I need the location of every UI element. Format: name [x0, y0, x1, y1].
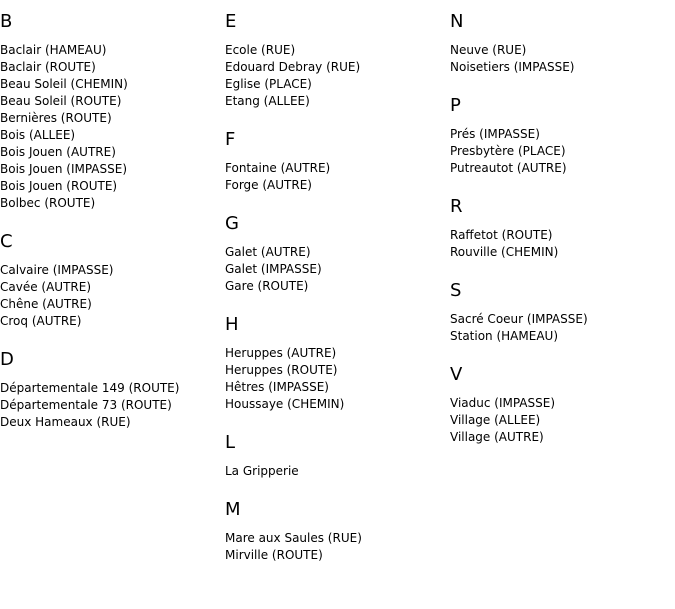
letter-heading: M	[225, 499, 241, 520]
section-spacer	[225, 480, 445, 500]
section-spacer	[450, 76, 670, 96]
letter-section	[225, 214, 445, 315]
letter-section	[225, 500, 445, 564]
letter-heading: F	[225, 129, 236, 150]
letter-heading: G	[225, 213, 239, 234]
letter-section	[450, 365, 670, 446]
street-link[interactable]: Bois Jouen (ROUTE)	[0, 179, 118, 193]
street-link[interactable]: Village (ALLEE)	[450, 413, 541, 427]
street-link[interactable]: Rouville (CHEMIN)	[450, 245, 559, 259]
street-link[interactable]: Eglise (PLACE)	[225, 77, 312, 91]
letter-heading: S	[450, 280, 462, 301]
letter-section	[225, 130, 445, 214]
street-link[interactable]: Cavée (AUTRE)	[0, 280, 92, 294]
street-link[interactable]: Neuve (RUE)	[450, 43, 527, 57]
street-link[interactable]: La Gripperie	[225, 464, 299, 478]
letter-section	[225, 315, 445, 433]
index-column	[450, 12, 670, 446]
letter-heading: H	[225, 314, 239, 335]
section-spacer	[450, 177, 670, 197]
letter-heading: D	[0, 349, 14, 370]
street-link[interactable]: Sacré Coeur (IMPASSE)	[450, 312, 588, 326]
letter-section	[225, 12, 445, 130]
street-link[interactable]: Viaduc (IMPASSE)	[450, 396, 556, 410]
section-spacer	[450, 345, 670, 365]
street-link[interactable]: Fontaine (AUTRE)	[225, 161, 331, 175]
section-spacer	[225, 194, 445, 214]
street-link[interactable]: Galet (AUTRE)	[225, 245, 311, 259]
section-spacer	[0, 330, 220, 350]
letter-heading: E	[225, 11, 237, 32]
street-link[interactable]: Bois Jouen (AUTRE)	[0, 145, 116, 159]
street-link[interactable]: Beau Soleil (ROUTE)	[0, 94, 122, 108]
street-link[interactable]: Croq (AUTRE)	[0, 314, 82, 328]
street-link[interactable]: Galet (IMPASSE)	[225, 262, 322, 276]
index-column	[225, 12, 445, 564]
street-link[interactable]: Chêne (AUTRE)	[0, 297, 92, 311]
street-link[interactable]: Etang (ALLEE)	[225, 94, 310, 108]
street-link[interactable]: Deux Hameaux (RUE)	[0, 415, 131, 429]
street-link[interactable]: Gare (ROUTE)	[225, 279, 309, 293]
street-link[interactable]: Station (HAMEAU)	[450, 329, 558, 343]
index-column	[0, 12, 220, 431]
street-link[interactable]: Heruppes (AUTRE)	[225, 346, 337, 360]
street-link[interactable]: Mare aux Saules (RUE)	[225, 531, 362, 545]
street-link[interactable]: Presbytère (PLACE)	[450, 144, 566, 158]
letter-heading: C	[0, 231, 13, 252]
street-link[interactable]: Prés (IMPASSE)	[450, 127, 540, 141]
street-link[interactable]: Noisetiers (IMPASSE)	[450, 60, 575, 74]
section-spacer	[225, 413, 445, 433]
street-link[interactable]: Baclair (ROUTE)	[0, 60, 96, 74]
street-link[interactable]: Mirville (ROUTE)	[225, 548, 323, 562]
street-link[interactable]: Baclair (HAMEAU)	[0, 43, 107, 57]
letter-heading: V	[450, 364, 463, 385]
street-link[interactable]: Départementale 149 (ROUTE)	[0, 381, 180, 395]
street-link[interactable]: Village (AUTRE)	[450, 430, 544, 444]
street-link[interactable]: Bernières (ROUTE)	[0, 111, 112, 125]
letter-section	[450, 96, 670, 197]
section-spacer	[225, 110, 445, 130]
letter-section	[0, 12, 220, 232]
street-link[interactable]: Heruppes (ROUTE)	[225, 363, 338, 377]
letter-section	[450, 197, 670, 281]
letter-section	[0, 232, 220, 350]
street-link[interactable]: Bois Jouen (IMPASSE)	[0, 162, 128, 176]
letter-heading: R	[450, 196, 463, 217]
section-spacer	[450, 261, 670, 281]
letter-section	[0, 350, 220, 431]
letter-heading: N	[450, 11, 464, 32]
street-link[interactable]: Putreautot (AUTRE)	[450, 161, 567, 175]
street-link[interactable]: Raffetot (ROUTE)	[450, 228, 553, 242]
letter-section	[450, 12, 670, 96]
letter-heading: L	[225, 432, 236, 453]
street-link[interactable]: Edouard Debray (RUE)	[225, 60, 361, 74]
section-spacer	[0, 212, 220, 232]
street-link[interactable]: Ecole (RUE)	[225, 43, 296, 57]
street-link[interactable]: Beau Soleil (CHEMIN)	[0, 77, 128, 91]
letter-heading: P	[450, 95, 461, 116]
letter-section	[225, 433, 445, 500]
street-link[interactable]: Houssaye (CHEMIN)	[225, 397, 345, 411]
section-spacer	[225, 295, 445, 315]
letter-heading: B	[0, 11, 13, 32]
street-link[interactable]: Départementale 73 (ROUTE)	[0, 398, 172, 412]
street-link[interactable]: Bolbec (ROUTE)	[0, 196, 96, 210]
street-link[interactable]: Hêtres (IMPASSE)	[225, 380, 329, 394]
letter-section	[450, 281, 670, 365]
street-link[interactable]: Calvaire (IMPASSE)	[0, 263, 114, 277]
street-link[interactable]: Forge (AUTRE)	[225, 178, 312, 192]
street-link[interactable]: Bois (ALLEE)	[0, 128, 76, 142]
